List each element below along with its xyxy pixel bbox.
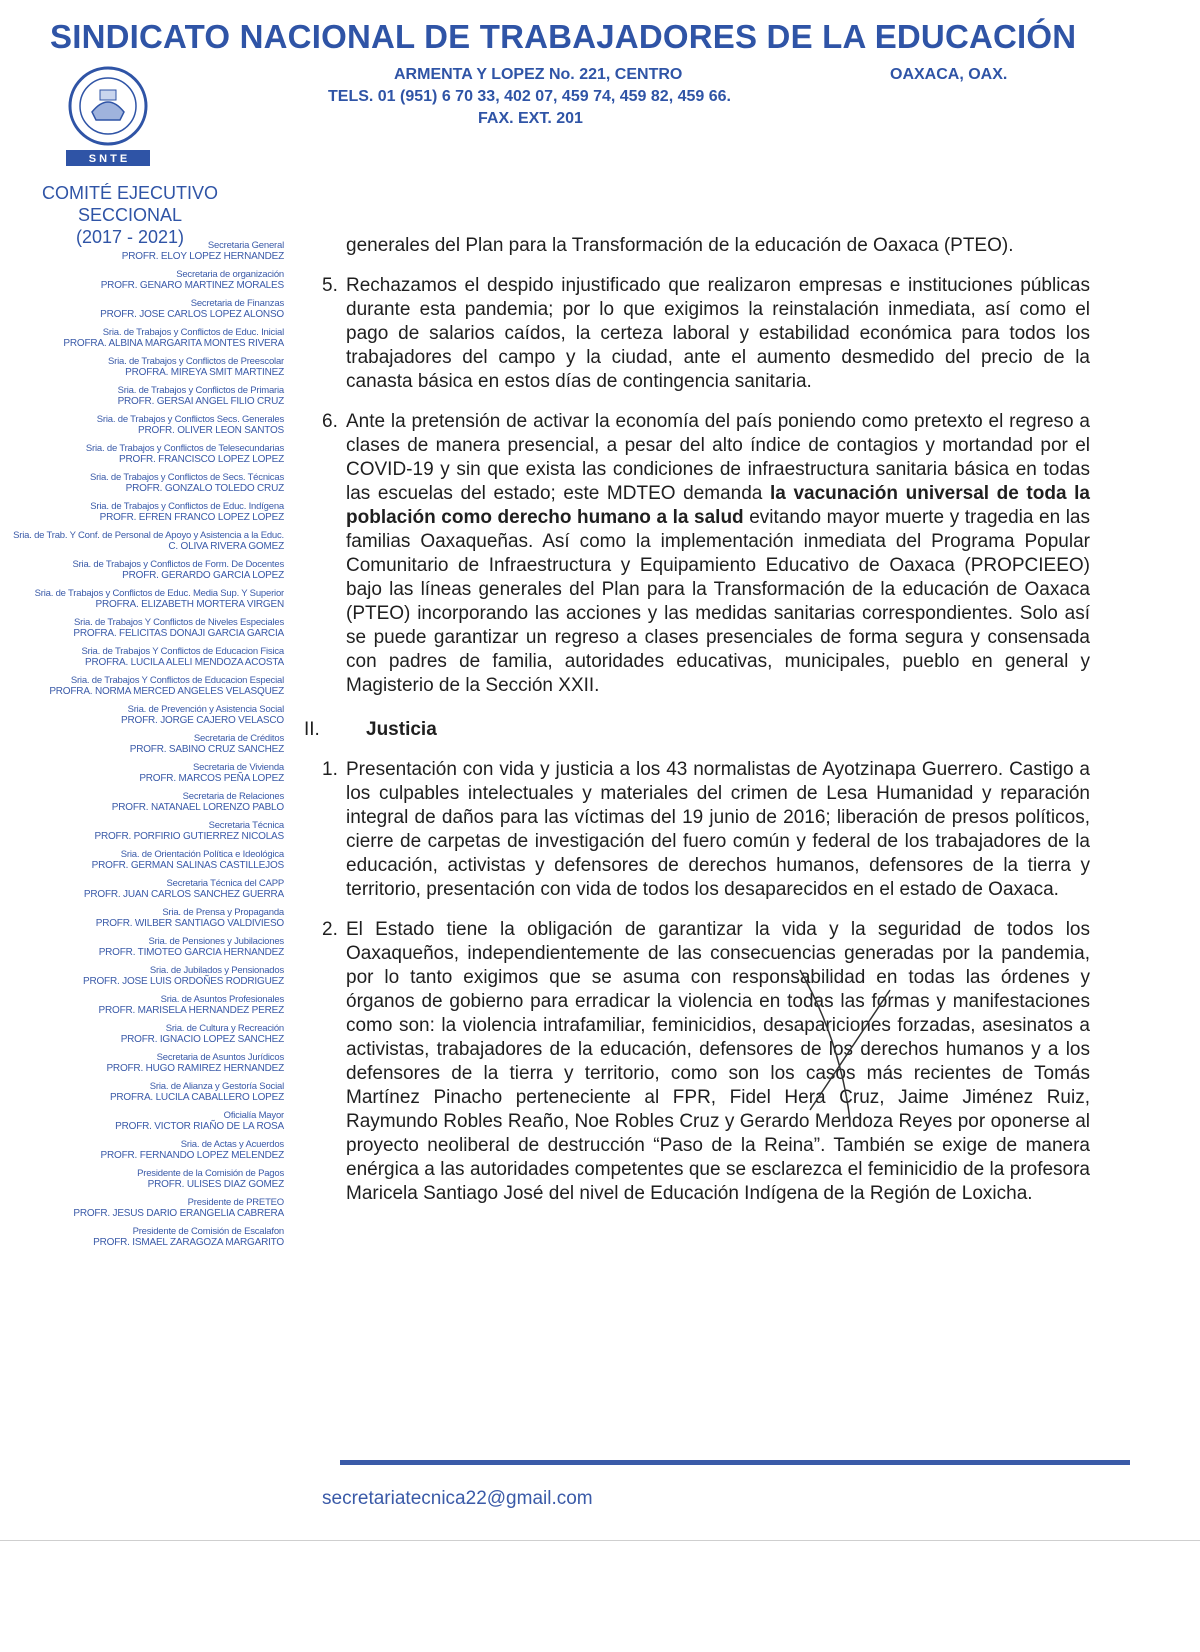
officer-name: PROFRA. ALBINA MARGARITA MONTES RIVERA — [63, 338, 284, 349]
directory-entry — [12, 762, 284, 785]
directory-entry — [12, 878, 284, 901]
officer-role: Sria. de Alianza y Gestoría Social — [149, 1081, 284, 1092]
officer-directory — [12, 240, 284, 1255]
officer-role: Sria. de Cultura y Recreación — [165, 1023, 284, 1034]
officer-name: PROFR. ULISES DIAZ GOMEZ — [147, 1179, 284, 1190]
directory-entry — [12, 820, 284, 843]
officer-name: PROFR. VICTOR RIAÑO DE LA ROSA — [115, 1121, 284, 1132]
directory-entry — [12, 559, 284, 582]
officer-name: PROFR. FRANCISCO LOPEZ LOPEZ — [119, 454, 284, 465]
item-text: El Estado tiene la obligación de garantizar la vida y la seguridad de todos los Oaxaqueños, independientemente de las consecuencias generadas por la pandemia, por lo tanto exigimos que se asuma con responsabilidad en todas las órdenes y órganos de gobierno para erradicar la violencia en todas las formas y manifestaciones como son: la violencia intrafamiliar, feminicidios, desapariciones forzadas, asesinatos a activistas, trabajadores de la educación, defensores de los derechos humanos y a los defensores de la tierra y territorio, como son los casos más recientes de Tomás Martínez Pinacho perteneciente al FPR, Fidel Hera Cruz, Jaime Jiménez Ruiz, Raymundo Robles Reaño, Noe Robles Cruz y Gerardo Mendoza Reyes por oponerse al proyecto neoliberal de destrucción “Paso de la Reina”. También se exige de manera enérgica a las autoridades competentes que se esclarezca el feminicidio de la profesora Maricela Santiago José del nivel de Educación Indígena de la Región de Loxicha. — [346, 919, 1090, 1204]
officer-role: Sria. de Actas y Acuerdos — [180, 1139, 284, 1150]
officer-role: Sria. de Trabajos Y Conflictos de Educacion Especial — [70, 675, 284, 686]
officer-role: Sria. de Asuntos Profesionales — [160, 994, 284, 1005]
officer-role: Presidente de la Comisión de Pagos — [137, 1168, 284, 1179]
union-title: SINDICATO NACIONAL DE TRABAJADORES DE LA EDUCACIÓN — [50, 18, 1077, 55]
officer-role: Sria. de Prensa y Propaganda — [162, 907, 284, 918]
directory-entry — [12, 791, 284, 814]
handwritten-mark — [780, 960, 920, 1130]
officer-role: Sria. de Trabajos y Conflictos de Educ. Indígena — [90, 501, 284, 512]
officer-name: PROFR. IGNACIO LOPEZ SANCHEZ — [120, 1034, 284, 1045]
officer-role: Sria. de Trabajos y Conflictos de Educ. Inicial — [102, 327, 284, 338]
item-number: 1. — [322, 759, 338, 780]
directory-entry — [12, 1197, 284, 1220]
footer-divider — [340, 1460, 1130, 1465]
section-title: Justicia — [366, 719, 437, 740]
officer-role: Sria. de Jubilados y Pensionados — [149, 965, 284, 976]
address-city: OAXACA, OAX. — [890, 66, 1008, 83]
officer-name: PROFR. GERMAN SALINAS CASTILLEJOS — [91, 860, 284, 871]
officer-name: PROFR. FERNANDO LOPEZ MELENDEZ — [100, 1150, 284, 1161]
directory-entry — [12, 1052, 284, 1075]
item-number: 2. — [322, 919, 338, 940]
directory-entry — [12, 1168, 284, 1191]
item-text-part: evitando mayor muerte y tragedia en las familias Oaxaqueñas. Así como la implementación inmediata del Programa Popular Comunitario de Infraestructura y Equipamiento Educativo de Oaxaca (PROPCIEEO) bajo las líneas generales del Plan para la Transformación de la educación de Oaxaca (PTEO) incorporando las acciones y las medidas sanitarias correspondientes. Solo así se puede garantizar un regreso a clases presenciales de forma segura y consensada con padres de familia, autoridades educativas, municipales, pueblo en general y Magisterio de la Sección XXII. — [346, 507, 1090, 696]
directory-entry — [12, 269, 284, 292]
directory-entry — [12, 849, 284, 872]
officer-role: Presidente de PRETEO — [187, 1197, 284, 1208]
continuation-paragraph: generales del Plan para la Transformación de la educación de Oaxaca (PTEO). — [346, 235, 1014, 256]
officer-name: PROFRA. NORMA MERCED ANGELES VELASQUEZ — [49, 686, 284, 697]
officer-role: Sria. de Trabajos y Conflictos de Educ. Media Sup. Y Superior — [34, 588, 284, 599]
seal-letters: S N T E — [88, 153, 128, 165]
directory-entry — [12, 646, 284, 669]
officer-name: PROFRA. FELICITAS DONAJI GARCIA GARCIA — [73, 628, 284, 639]
officer-name: PROFR. JOSE CARLOS LOPEZ ALONSO — [100, 309, 284, 320]
directory-entry — [12, 617, 284, 640]
directory-entry — [12, 675, 284, 698]
officer-name: PROFR. SABINO CRUZ SANCHEZ — [129, 744, 284, 755]
item-text: Rechazamos el despido injustificado que realizaron empresas e instituciones públicas durante esta pandemia; por lo que exigimos la reinstalación inmediata, así como el pago de salarios caídos, la certeza laboral y estabilidad económica para todos los trabajadores del campo y la ciudad, ante el aumento desmedido del precio de la canasta básica en estos días de contingencia sanitaria. — [346, 275, 1090, 392]
section-heading — [300, 718, 1090, 742]
directory-entry — [12, 240, 284, 263]
officer-role: Secretaria de Vivienda — [192, 762, 284, 773]
officer-name: PROFRA. ELIZABETH MORTERA VIRGEN — [95, 599, 284, 610]
directory-entry — [12, 385, 284, 408]
directory-entry — [12, 1081, 284, 1104]
officer-role: Sria. de Trabajos y Conflictos de Primaria — [117, 385, 284, 396]
officer-role: Secretaria Técnica — [208, 820, 284, 831]
officer-role: Secretaria Técnica del CAPP — [166, 878, 284, 889]
officer-role: Oficialía Mayor — [223, 1110, 284, 1121]
officer-name: PROFR. OLIVER LEON SANTOS — [138, 425, 284, 436]
officer-name: PROFR. TIMOTEO GARCIA HERNANDEZ — [98, 947, 284, 958]
officer-name: PROFR. JOSE LUIS ORDOÑES RODRIGUEZ — [82, 976, 284, 987]
officer-name: PROFRA. LUCILA ALELI MENDOZA ACOSTA — [85, 657, 284, 668]
item-text — [346, 410, 1090, 698]
list-item — [300, 918, 1090, 1206]
officer-role: Sria. de Trabajos y Conflictos de Telesecundarias — [85, 443, 284, 454]
directory-entry — [12, 472, 284, 495]
officer-name: PROFR. JUAN CARLOS SANCHEZ GUERRA — [83, 889, 284, 900]
directory-entry — [12, 965, 284, 988]
officer-name: PROFR. ISMAEL ZARAGOZA MARGARITO — [93, 1237, 284, 1248]
footer-email-link[interactable]: secretariatecnica22@gmail.com — [322, 1488, 593, 1509]
officer-role: Sria. de Pensiones y Jubilaciones — [148, 936, 284, 947]
officer-role: Secretaria General — [207, 240, 284, 251]
directory-entry — [12, 356, 284, 379]
officer-name: PROFR. WILBER SANTIAGO VALDIVIESO — [95, 918, 284, 929]
officer-name: PROFR. PORFIRIO GUTIERREZ NICOLAS — [94, 831, 284, 842]
officer-role: Secretaria de Créditos — [193, 733, 284, 744]
officer-role: Sria. de Orientación Política e Ideológica — [120, 849, 284, 860]
fax-number: FAX. EXT. 201 — [478, 110, 583, 127]
phone-numbers: TELS. 01 (951) 6 70 33, 402 07, 459 74, 459 82, 459 66. — [328, 88, 731, 105]
item-number: 5. — [322, 275, 338, 296]
officer-name: PROFR. MARCOS PEÑA LOPEZ — [139, 773, 284, 784]
officer-name: PROFR. EFREN FRANCO LOPEZ LOPEZ — [99, 512, 284, 523]
directory-entry — [12, 704, 284, 727]
letter-body — [300, 234, 1090, 1206]
item-text: Presentación con vida y justicia a los 43 normalistas de Ayotzinapa Guerrero. Castigo a los culpables intelectuales y materiales del crimen de Lesa Humanidad y reparación integral de daños para las víctimas del 19 junio de 2016; liberación de presos políticos, cierre de carpetas de investigación del fuero común y federal de los trabajadores de la educación, activistas y defensores de derechos humanos, defensores de la tierra y territorio, presentación con vida de todos los desaparecidos en el estado de Oaxaca. — [346, 759, 1090, 900]
officer-name: C. OLIVA RIVERA GOMEZ — [168, 541, 284, 552]
officer-role: Sria. de Trabajos y Conflictos de Secs. Técnicas — [89, 472, 284, 483]
address-street: ARMENTA Y LOPEZ No. 221, CENTRO — [394, 66, 683, 83]
officer-role: Secretaria de Asuntos Jurídicos — [156, 1052, 284, 1063]
directory-entry — [12, 530, 284, 553]
section-number: II. — [304, 719, 320, 740]
officer-role: Secretaria de Relaciones — [182, 791, 284, 802]
officer-name: PROFR. JORGE CAJERO VELASCO — [121, 715, 284, 726]
officer-role: Sria. de Prevención y Asistencia Social — [127, 704, 284, 715]
scan-edge-divider — [0, 1540, 1200, 1541]
list-item — [300, 410, 1090, 698]
officer-name: PROFRA. LUCILA CABALLERO LOPEZ — [109, 1092, 284, 1103]
item-number: 6. — [322, 411, 338, 432]
committee-period: (2017 - 2021) — [75, 227, 185, 247]
directory-entry — [12, 1110, 284, 1133]
officer-role: Sria. de Trab. Y Conf. de Personal de Apoyo y Asistencia a la Educ. — [13, 530, 284, 541]
officer-name: PROFR. GENARO MARTINEZ MORALES — [100, 280, 284, 291]
item-text-part: Ante la pretensión de activar la economía del país poniendo como pretexto el regreso a clases de manera presencial, a pesar del alto índice de contagios y mortandad por el COVID-19 y sin que exista las condiciones de infraestructura sanitaria básica en todas las escuelas del estado; este MDTEO demanda — [346, 411, 1090, 504]
officer-role: Presidente de Comisión de Escalafon — [132, 1226, 284, 1237]
directory-entry — [12, 443, 284, 466]
directory-entry — [12, 994, 284, 1017]
committee-name: COMITÉ EJECUTIVO SECCIONAL — [41, 183, 218, 225]
emphasis-text: la vacunación universal de toda la población como derecho humano a la salud — [346, 483, 1090, 528]
list-item — [300, 274, 1090, 394]
directory-entry — [12, 414, 284, 437]
union-seal-icon — [58, 62, 158, 172]
officer-name: PROFR. JESUS DARIO ERANGELIA CABRERA — [73, 1208, 284, 1219]
directory-entry — [12, 907, 284, 930]
officer-name: PROFR. MARISELA HERNANDEZ PEREZ — [98, 1005, 284, 1016]
officer-name: PROFR. GERSAI ANGEL FILIO CRUZ — [117, 396, 284, 407]
officer-role: Sria. de Trabajos y Conflictos Secs. Generales — [96, 414, 284, 425]
officer-name: PROFR. ELOY LOPEZ HERNANDEZ — [121, 251, 284, 262]
list-item — [300, 758, 1090, 902]
directory-entry — [12, 1023, 284, 1046]
officer-name: PROFR. GERARDO GARCIA LOPEZ — [122, 570, 284, 581]
directory-entry — [12, 936, 284, 959]
directory-entry — [12, 501, 284, 524]
officer-name: PROFR. NATANAEL LORENZO PABLO — [111, 802, 284, 813]
committee-block — [0, 182, 260, 248]
directory-entry — [12, 298, 284, 321]
directory-entry — [12, 733, 284, 756]
directory-entry — [12, 1139, 284, 1162]
officer-role: Secretaria de Finanzas — [190, 298, 284, 309]
officer-role: Sria. de Trabajos Y Conflictos de Niveles Especiales — [74, 617, 284, 628]
officer-role: Sria. de Trabajos Y Conflictos de Educacion Fisica — [81, 646, 284, 657]
officer-name: PROFR. HUGO RAMIREZ HERNANDEZ — [106, 1063, 284, 1074]
directory-entry — [12, 588, 284, 611]
officer-name: PROFR. GONZALO TOLEDO CRUZ — [125, 483, 284, 494]
officer-name: PROFRA. MIREYA SMIT MARTINEZ — [125, 367, 284, 378]
officer-role: Sria. de Trabajos y Conflictos de Form. De Docentes — [72, 559, 284, 570]
officer-role: Secretaria de organización — [176, 269, 284, 280]
officer-role: Sria. de Trabajos y Conflictos de Preescolar — [107, 356, 284, 367]
directory-entry — [12, 1226, 284, 1249]
directory-entry — [12, 327, 284, 350]
